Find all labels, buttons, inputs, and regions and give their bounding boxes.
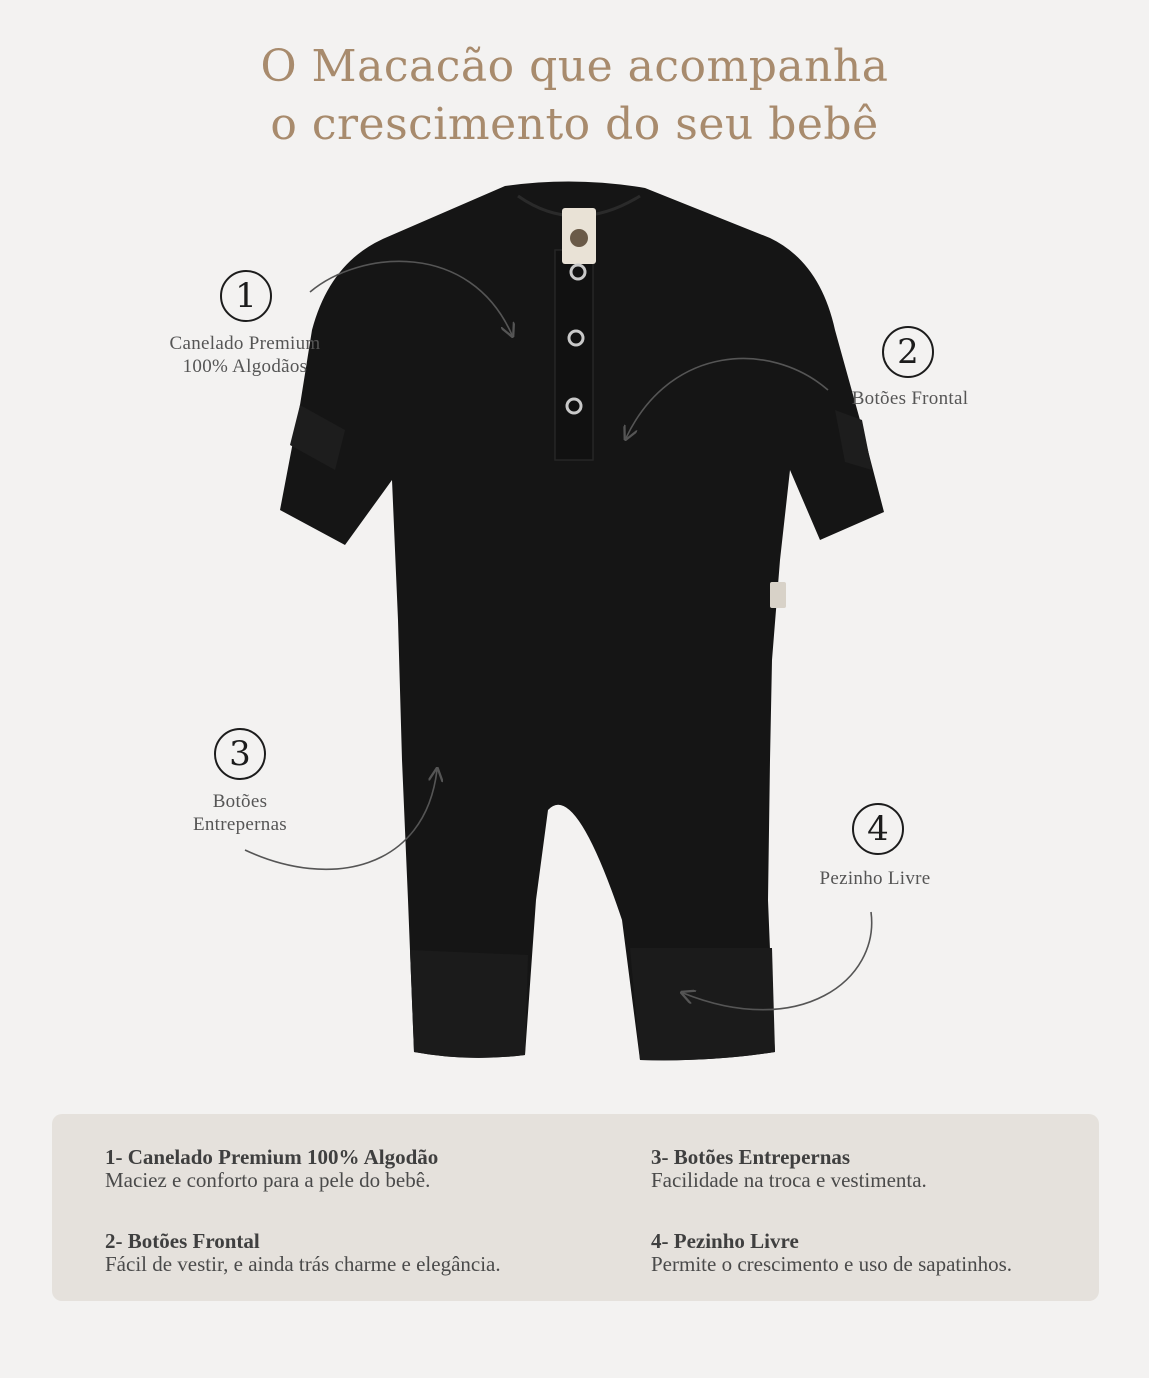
callout-label-3-line2: Entrepernas bbox=[192, 814, 288, 835]
snap-button-2 bbox=[569, 331, 583, 345]
callout-label-3-line1: Botões bbox=[212, 791, 268, 812]
feature-description: Maciez e conforto para a pele do bebê. bbox=[105, 1168, 431, 1192]
callout-label-2: Botões Frontal bbox=[851, 388, 969, 409]
feature-item-1 bbox=[105, 1146, 565, 1192]
feature-item-2 bbox=[105, 1230, 585, 1276]
callout-label-1-line2: 100% Algodãos bbox=[182, 356, 308, 377]
callout-number-1: 1 bbox=[220, 270, 272, 322]
feature-heading: 1- Canelado Premium 100% Algodão bbox=[105, 1145, 439, 1169]
feature-description: Facilidade na troca e vestimenta. bbox=[651, 1168, 927, 1192]
button-placket bbox=[555, 250, 593, 460]
feature-item-4 bbox=[651, 1230, 1111, 1276]
feature-description: Fácil de vestir, e ainda trás charme e elegância. bbox=[105, 1252, 501, 1276]
callout-label-4: Pezinho Livre bbox=[819, 868, 931, 889]
callout-label-3 bbox=[160, 790, 320, 836]
feature-item-3 bbox=[651, 1146, 1111, 1192]
romper-icon bbox=[280, 181, 884, 1060]
feature-heading: 4- Pezinho Livre bbox=[651, 1229, 799, 1253]
callout-label-1-line1: Canelado Premium bbox=[169, 333, 321, 354]
leg-cuff-left bbox=[410, 950, 528, 1058]
callout-number-4: 4 bbox=[852, 803, 904, 855]
title-line-2: o crescimento do seu bebê bbox=[270, 99, 879, 150]
leg-cuff-right bbox=[630, 948, 775, 1060]
callout-number-3: 3 bbox=[214, 728, 266, 780]
callout-label-1 bbox=[140, 332, 350, 378]
snap-button-1 bbox=[571, 265, 585, 279]
callout-number-2: 2 bbox=[882, 326, 934, 378]
feature-heading: 2- Botões Frontal bbox=[105, 1229, 260, 1253]
snap-button-3 bbox=[567, 399, 581, 413]
title-line-1: O Macacão que acompanha bbox=[260, 41, 889, 92]
features-panel bbox=[52, 1114, 1099, 1301]
side-tag bbox=[770, 582, 786, 608]
feature-description: Permite o crescimento e uso de sapatinhos. bbox=[651, 1252, 1012, 1276]
feature-heading: 3- Botões Entrepernas bbox=[651, 1145, 851, 1169]
